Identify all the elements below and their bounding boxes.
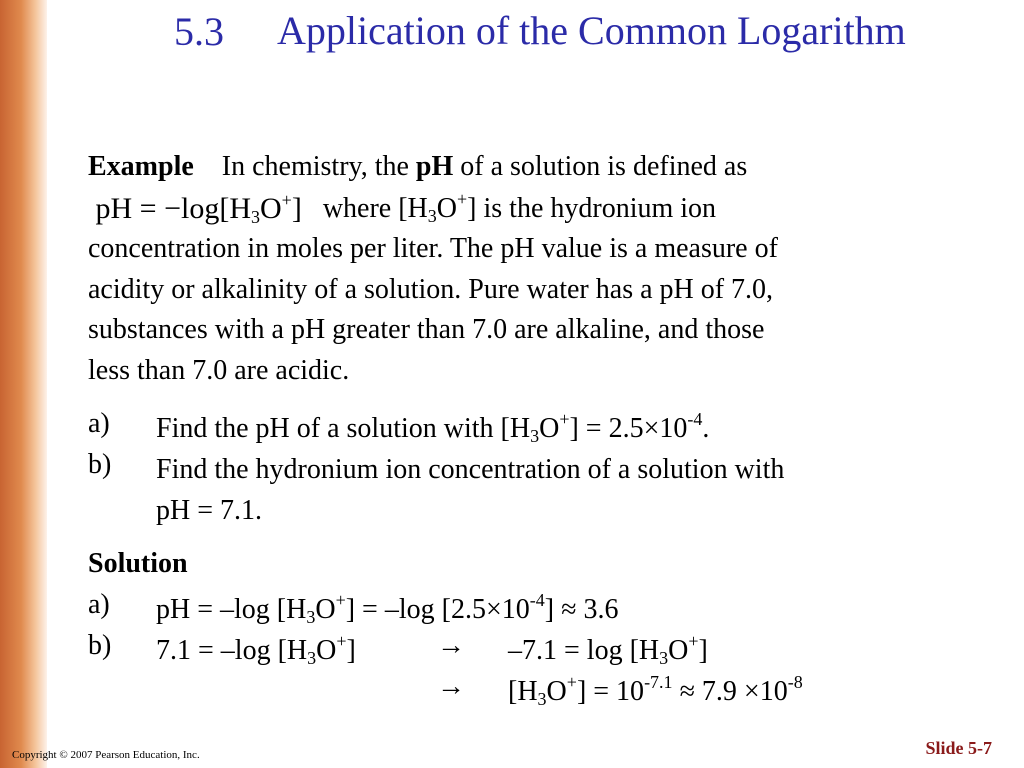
solution-c-text [508, 671, 803, 712]
example-line-2 [88, 188, 778, 230]
question-a-text [156, 408, 709, 449]
formula-sup: + [281, 189, 292, 210]
sc-exp: -7.1 [644, 672, 673, 692]
sc-start: [H [508, 676, 538, 707]
arrow-icon: → [437, 630, 465, 661]
sb-sub: 3 [307, 648, 317, 668]
where-end: ] is the hydronium ion [467, 192, 717, 224]
sb-start: 7.1 = –log [H [156, 635, 308, 666]
sbr-close: ] [698, 635, 708, 666]
qa-o: O [539, 413, 560, 444]
sbr-o: O [668, 635, 689, 666]
qb-line-2: pH = 7.1. [156, 495, 263, 526]
sa-end: ] ≈ 3.6 [544, 594, 619, 625]
solution-a-text [156, 589, 618, 630]
formula-prefix: pH = −log[H [95, 191, 251, 225]
sa-exp: -4 [529, 590, 545, 610]
example-line-6: less than 7.0 are acidic. [88, 354, 350, 386]
sbr-sub: 3 [659, 648, 669, 668]
sb-o: O [316, 635, 337, 666]
sb-close: ] [346, 635, 356, 666]
example-intro-end: of a solution is defined as [460, 151, 748, 182]
formula-o: O [260, 191, 282, 225]
ph-formula [88, 189, 302, 227]
example-line-1 [88, 147, 778, 188]
arrow-icon-2: → [437, 671, 465, 702]
question-b-label: b) [88, 449, 112, 480]
question-b-text [156, 449, 784, 531]
example-line-4: acidity or alkalinity of a solution. Pure water has a pH of 7.0, [88, 273, 774, 305]
question-a-label: a) [88, 408, 110, 439]
sc-end: ≈ 7.9 ×10 [672, 676, 788, 707]
where-sub: 3 [427, 205, 437, 226]
sa-o: O [315, 594, 336, 625]
solution-heading: Solution [88, 548, 188, 579]
slide-number: Slide 5-7 [925, 738, 992, 758]
sa-mid: ] = –log [2.5×10 [345, 594, 530, 625]
sa-start: pH = –log [H [156, 594, 307, 625]
example-label: Example [88, 151, 194, 182]
sc-mid: ] = 10 [576, 676, 645, 707]
where-o: O [436, 192, 458, 224]
example-line-3: concentration in moles per liter. The pH value is a measure of [88, 233, 778, 264]
sc-sub: 3 [537, 689, 547, 709]
where-start: where [H [322, 192, 428, 224]
qa-exp: -4 [687, 409, 703, 429]
solution-b-label: b) [88, 630, 112, 661]
qa-start: Find the pH of a solution with [H [156, 413, 531, 444]
sbr-start: –7.1 = log [H [508, 635, 660, 666]
where-sup: + [457, 188, 468, 209]
sc-sup: + [566, 672, 577, 692]
formula-sub: 3 [251, 206, 260, 227]
sbr-sup: + [688, 631, 699, 651]
formula-close: ] [291, 191, 302, 225]
sc-o: O [546, 676, 567, 707]
qa-end: ] = 2.5×10 [569, 413, 688, 444]
example-line-5: substances with a pH greater than 7.0 are alkaline, and those [88, 314, 765, 345]
qa-sup: + [559, 409, 570, 429]
sa-sub: 3 [306, 607, 316, 627]
qb-line-1: Find the hydronium ion concentration of a solution with [156, 454, 785, 485]
decorative-sidebar [0, 0, 47, 768]
sb-sup: + [336, 631, 347, 651]
solution-b-text [156, 630, 356, 671]
example-intro-ph: pH [415, 151, 454, 182]
qa-period: . [702, 413, 710, 444]
slide-title: Application of the Common Logarithm [277, 8, 906, 53]
qa-sub: 3 [530, 426, 540, 446]
solution-a-label: a) [88, 589, 110, 620]
copyright-text: Copyright © 2007 Pearson Education, Inc. [12, 749, 200, 761]
example-intro-start: In chemistry, the [221, 151, 409, 182]
example-paragraph [88, 147, 778, 391]
solution-b-right [508, 630, 708, 671]
sc-exp2: -8 [787, 672, 803, 692]
sa-sup: + [335, 590, 346, 610]
slide-section-number: 5.3 [174, 9, 224, 54]
